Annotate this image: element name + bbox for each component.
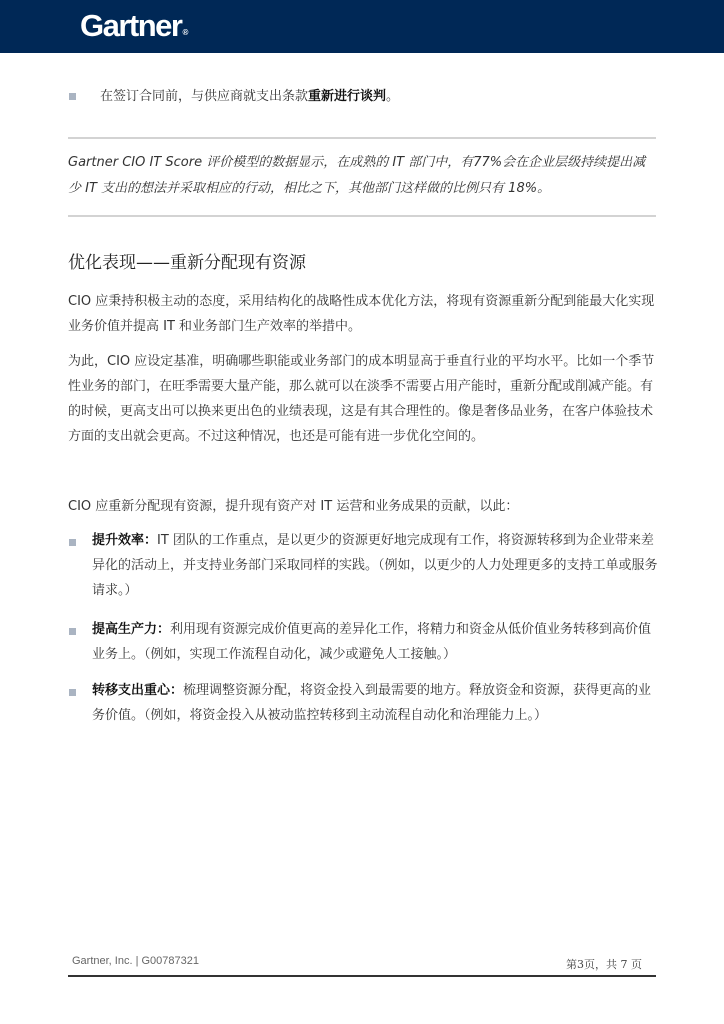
section-heading: 优化表现——重新分配现有资源 — [68, 253, 306, 273]
footer-page-number: 第3页，共 7 页 — [566, 958, 642, 971]
bullet-spend-shift: 转移支出重心：梳理调整资源分配，将资金投入到最需要的地方。释放资金和资源，获得更高的业务价值。（例如，将资金投入从被动监控转移到主动流程自动化和治理能力上。） — [92, 683, 652, 723]
callout-bottom-rule — [68, 215, 656, 217]
paragraph-3: CIO 应重新分配现有资源，提升现有资产对 IT 运营和业务成果的贡献，以此： — [68, 499, 519, 514]
callout-top-rule — [68, 137, 656, 139]
paragraph-1: CIO 应秉持积极主动的态度，采用结构化的战略性成本优化方法，将现有资源重新分配到能最大化实现业务价值并提高 IT 和业务部门生产效率的举措中。 — [68, 294, 655, 334]
paragraph-2: 为此，CIO 应设定基准，明确哪些职能或业务部门的成本明显高于垂直行业的平均水平。比如一个季节性业务的部门，在旺季需要大量产能，那么就可以在淡季不需要占用产能时，重新分配或削减产能。有的时候，更高支出可以换来更出色的业绩表现，这是有其合理性的。像是奢侈品业务，在客户体验技术方面的支出就会更高。不过这种情况，也还是可能有进一步优化空间的。 — [68, 354, 655, 444]
bullet-efficiency: 提升效率：IT 团队的工作重点，是以更少的资源更好地完成现有工作，将资源转移到为企业带来差异化的活动上，并支持业务部门采取同样的实践。（例如，以更少的人力处理更多的支持工单或服务请求。） — [92, 533, 658, 598]
square-bullet-icon — [69, 628, 76, 635]
footer-rule — [68, 975, 656, 977]
callout-text: Gartner CIO IT Score 评价模型的数据显示，在成熟的 IT 部门中，有77%会在企业层级持续提出减少 IT 支出的想法并采取相应的行动，相比之下，其他部门这样做的比例只有 18%。 — [68, 155, 646, 196]
header-bar — [0, 0, 724, 53]
top-bullet-text: 在签订合同前，与供应商就支出条款重新进行谈判。 — [100, 89, 400, 104]
square-bullet-icon — [69, 689, 76, 696]
footer-company: Gartner, Inc. | G00787321 — [72, 955, 199, 967]
gartner-logo: Gartner® — [80, 8, 189, 43]
square-bullet-icon — [69, 539, 76, 546]
square-bullet-icon — [69, 93, 76, 100]
bullet-productivity: 提高生产力：利用现有资源完成价值更高的差异化工作，将精力和资金从低价值业务转移到高价值业务上。（例如，实现工作流程自动化，减少或避免人工接触。） — [92, 622, 652, 662]
